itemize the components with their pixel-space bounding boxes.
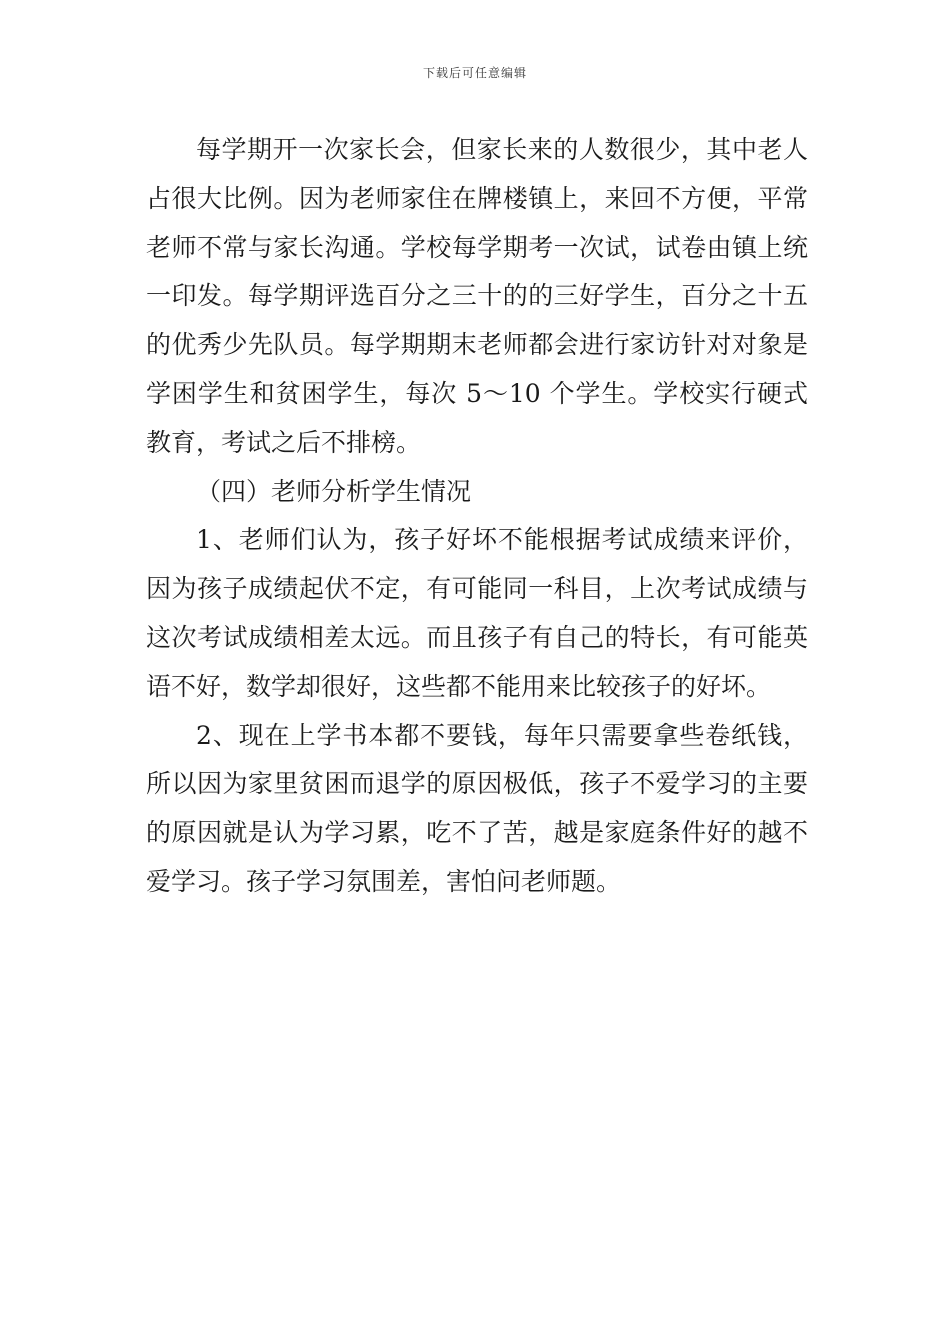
section-heading-teacher-analysis: （四）老师分析学生情况: [196, 476, 472, 506]
paragraph-parent-meetings: 每学期开一次家长会，但家长来的人数很少，其中老人占很大比例。因为老师家住在牌楼镇上，来回不方便，平常老师不常与家长沟通。学校每学期考一次试，试卷由镇上统一印发。每学期评选百分之三十的的三好学生，百分之十五的优秀少先队员。每学期期末老师都会进行家访针对对象是学困学生和贫困学生，每次 5～10 个学生。学校实行硬式教育，考试之后不排榜。: [146, 135, 808, 457]
page-header: 下载后可任意编辑: [422, 66, 527, 80]
paragraph-point-2: 2、现在上学书本都不要钱，每年只需要拿些卷纸钱，所以因为家里贫困而退学的原因极低，孩子不爱学习的主要的原因就是认为学习累，吃不了苦，越是家庭条件好的越不爱学习。孩子学习氛围差，害怕问老师题。: [146, 720, 808, 896]
document-body: [146, 126, 808, 907]
paragraph-point-1: 1、老师们认为，孩子好坏不能根据考试成绩来评价，因为孩子成绩起伏不定，有可能同一科目，上次考试成绩与这次考试成绩相差太远。而且孩子有自己的特长，有可能英语不好，数学却很好，这些都不能用来比较孩子的好坏。: [146, 525, 808, 701]
